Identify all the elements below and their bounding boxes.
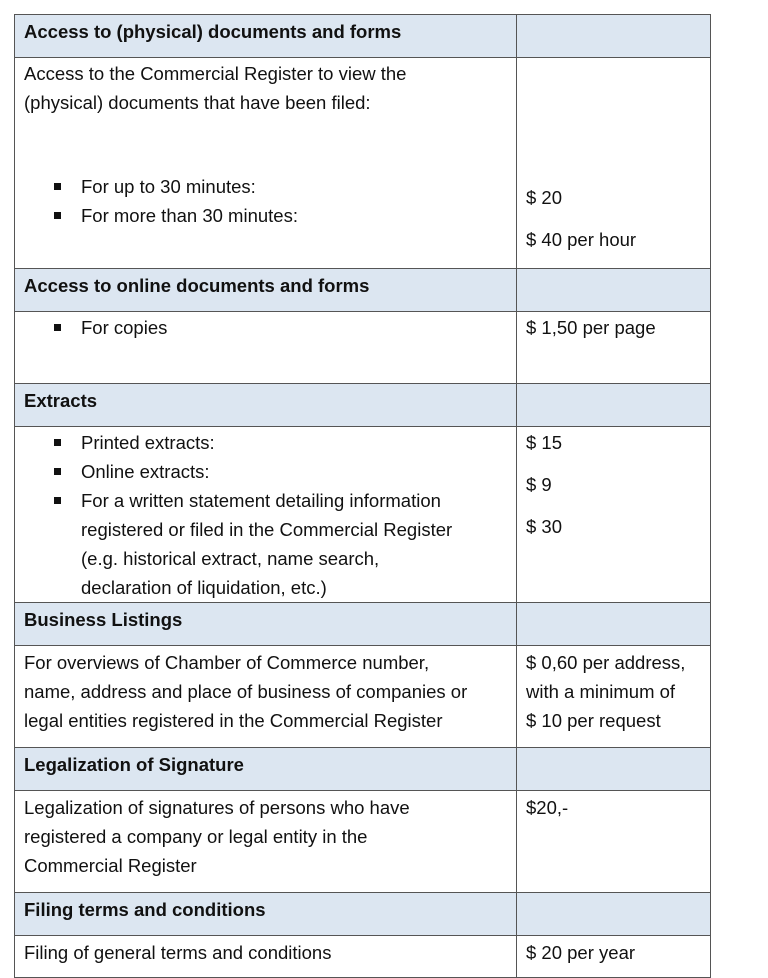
fee-row-filing-terms: [15, 936, 711, 978]
price-value: $ 40 per hour: [526, 229, 637, 250]
section-header-empty-cell: [517, 603, 711, 646]
section-title: Extracts: [15, 384, 517, 427]
price-cell: [517, 58, 711, 269]
bullet-item: For copies: [81, 313, 516, 342]
section-header-filing-terms: [15, 893, 711, 936]
bullet-text: Online extracts:: [81, 461, 210, 482]
description-line: Commercial Register: [24, 855, 197, 876]
section-header-legalization: [15, 748, 711, 791]
section-header-empty-cell: [517, 384, 711, 427]
section-title: Access to (physical) documents and forms: [15, 15, 517, 58]
price-value: $ 10 per request: [526, 710, 661, 731]
description-cell: [15, 646, 517, 748]
section-header-online-documents: [15, 269, 711, 312]
description-line: (physical) documents that have been filed:: [24, 92, 371, 113]
section-header-business-listings: [15, 603, 711, 646]
price-value: $ 0,60 per address,: [526, 652, 686, 673]
bullet-text: declaration of liquidation, etc.): [81, 577, 327, 598]
bullet-item: For up to 30 minutes:: [81, 172, 516, 201]
description-line: For overviews of Chamber of Commerce number,: [24, 652, 430, 673]
bullet-item: [81, 486, 516, 602]
section-title: Legalization of Signature: [15, 748, 517, 791]
bullet-text: Printed extracts:: [81, 432, 215, 453]
price-cell: [517, 312, 711, 384]
bullet-list: [24, 428, 516, 602]
bullet-list: [24, 313, 516, 342]
price-value: $ 20 per year: [526, 942, 636, 963]
description-line: name, address and place of business of companies or: [24, 681, 468, 702]
section-title: Access to online documents and forms: [15, 269, 517, 312]
section-header-physical-documents: [15, 15, 711, 58]
description-cell: [15, 936, 517, 978]
description-cell: [15, 312, 517, 384]
description-cell: [15, 58, 517, 269]
price-value: $ 15: [526, 432, 563, 453]
price-value: $ 30: [526, 516, 563, 537]
fee-table: [14, 14, 711, 978]
price-cell: [517, 936, 711, 978]
fee-row-extracts: [15, 427, 711, 603]
description-line: registered a company or legal entity in the: [24, 826, 368, 847]
price-cell: [517, 646, 711, 748]
bullet-item: For more than 30 minutes:: [81, 201, 516, 230]
price-value: $ 9: [526, 474, 552, 495]
section-header-empty-cell: [517, 15, 711, 58]
bullet-text: (e.g. historical extract, name search,: [81, 548, 380, 569]
description-line: legal entities registered in the Commercial Register: [24, 710, 443, 731]
section-header-empty-cell: [517, 748, 711, 791]
fee-row-copies: [15, 312, 711, 384]
section-header-extracts: [15, 384, 711, 427]
description-cell: [15, 427, 517, 603]
price-cell: [517, 791, 711, 893]
section-header-empty-cell: [517, 893, 711, 936]
bullet-item: [81, 428, 516, 457]
price-value: $ 1,50 per page: [526, 317, 656, 338]
section-title: Filing terms and conditions: [15, 893, 517, 936]
description-line: Legalization of signatures of persons who have: [24, 797, 410, 818]
section-header-empty-cell: [517, 269, 711, 312]
description-line: Filing of general terms and conditions: [24, 942, 332, 963]
section-title: Business Listings: [15, 603, 517, 646]
fee-row-physical-access: [15, 58, 711, 269]
fee-row-legalization: [15, 791, 711, 893]
price-value: $20,-: [526, 797, 569, 818]
bullet-text: For a written statement detailing information: [81, 490, 441, 511]
price-cell: [517, 427, 711, 603]
price-value: with a minimum of: [526, 681, 676, 702]
bullet-text: registered or filed in the Commercial Register: [81, 519, 453, 540]
description-line: Access to the Commercial Register to view the: [24, 63, 407, 84]
bullet-list: [24, 172, 516, 230]
description-cell: [15, 791, 517, 893]
price-value: $ 20: [526, 187, 563, 208]
bullet-item: [81, 457, 516, 486]
fee-row-business-listings: [15, 646, 711, 748]
